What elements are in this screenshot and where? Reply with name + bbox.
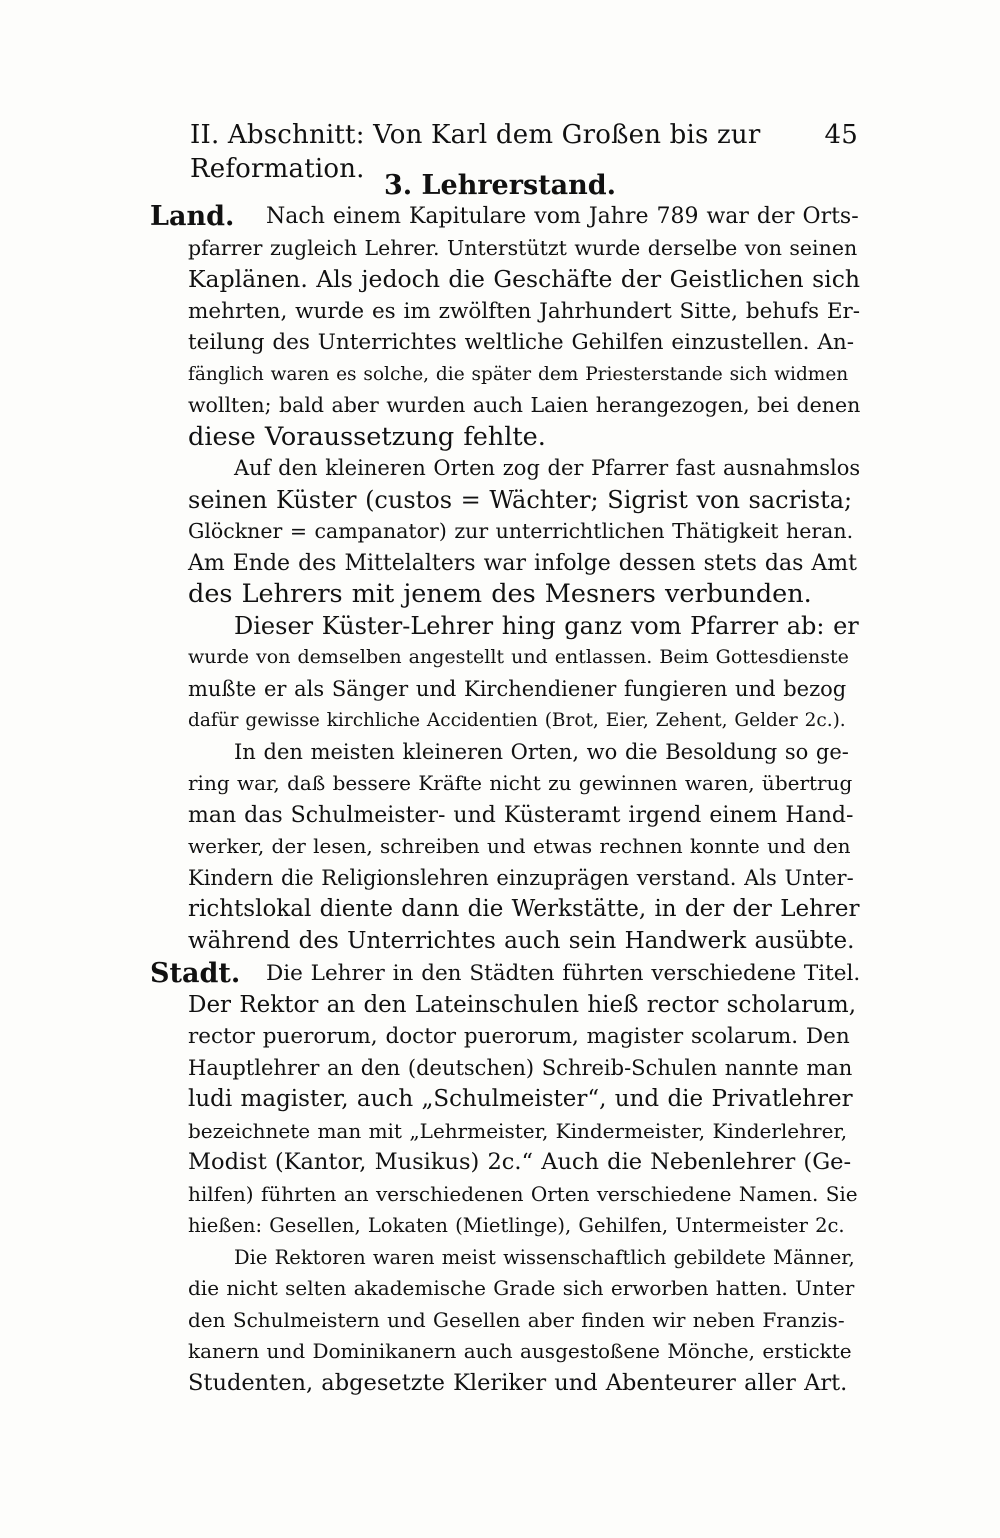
page-number: 45	[824, 120, 858, 150]
text-line: werker, der lesen, schreiben und etwas rechnen konnte und den	[188, 834, 851, 858]
text-line: diese Voraussetzung fehlte.	[188, 421, 546, 452]
stadt-text-block	[188, 958, 860, 1399]
text-line: des Lehrers mit jenem des Mesners verbunden.	[188, 579, 812, 609]
text-line: mußte er als Sänger und Kirchendiener fungieren und bezog	[188, 676, 847, 701]
text-line: Dieser Küster-Lehrer hing ganz vom Pfarrer ab: er	[234, 611, 859, 640]
text-line: ludi magister, auch „Schulmeister“, und die Privatlehrer	[188, 1086, 853, 1112]
text-line: Nach einem Kapitulare vom Jahre 789 war der Orts-	[266, 204, 859, 229]
text-line: rector puerorum, doctor puerorum, magister scolarum. Den	[188, 1024, 850, 1049]
land-text-block	[188, 201, 860, 957]
text-line: Glöckner = campanator) zur unterrichtlichen Thätigkeit heran.	[188, 519, 854, 543]
text-line: wollten; bald aber wurden auch Laien herangezogen, bei denen	[188, 393, 861, 417]
text-line: Die Lehrer in den Städten führten verschiedene Titel.	[266, 961, 861, 986]
stadt-side-label: Stadt.	[150, 958, 241, 989]
text-line: fänglich waren es solche, die später dem Priesterstande sich widmen	[188, 363, 849, 385]
text-line: mehrten, wurde es im zwölften Jahrhundert Sitte, behufs Er-	[188, 298, 861, 324]
text-line: Modist (Kantor, Musikus) 2c.“ Auch die Nebenlehrer (Ge-	[188, 1149, 852, 1175]
text-line: richtslokal diente dann die Werkstätte, in der der Lehrer	[188, 896, 860, 922]
text-line: Der Rektor an den Lateinschulen hieß rector scholarum,	[188, 991, 857, 1018]
text-line: wurde von demselben angestellt und entlassen. Beim Gottesdienste	[188, 646, 849, 668]
text-line: hießen: Gesellen, Lokaten (Mietlinge), Gehilfen, Untermeister 2c.	[188, 1214, 845, 1237]
text-line: pfarrer zugleich Lehrer. Unterstützt wurde derselbe von seinen	[188, 235, 858, 260]
text-line: seinen Küster (custos = Wächter; Sigrist von sacrista;	[188, 485, 853, 514]
text-line: bezeichnete man mit „Lehrmeister, Kindermeister, Kinderlehrer,	[188, 1118, 848, 1143]
text-line: Hauptlehrer an den (deutschen) Schreib-Schulen nannte man	[188, 1055, 853, 1080]
text-line: teilung des Unterrichtes weltliche Gehilfen einzustellen. An-	[188, 330, 854, 355]
text-line: die nicht selten akademische Grade sich erworben hatten. Unter	[188, 1276, 855, 1300]
text-line: Kaplänen. Als jedoch die Geschäfte der Geistlichen sich	[188, 265, 860, 293]
running-head-title: II. Abschnitt: Von Karl dem Großen bis zur Reformation.	[190, 120, 761, 184]
text-line: Studenten, abgesetzte Kleriker und Abenteurer aller Art.	[188, 1369, 848, 1396]
text-line: hilfen) führten an verschiedenen Orten verschiedene Namen. Sie	[188, 1181, 858, 1206]
text-line: Die Rektoren waren meist wissenschaftlich gebildete Männer,	[234, 1245, 855, 1269]
text-line: den Schulmeistern und Gesellen aber finden wir neben Franzis-	[188, 1307, 845, 1332]
text-line: Kindern die Religionslehren einzuprägen verstand. Als Unter-	[188, 865, 854, 890]
text-line: kanern und Dominikanern auch ausgestoßene Mönche, erstickte	[188, 1339, 852, 1363]
text-line: man das Schulmeister- und Küsteramt irgend einem Hand-	[188, 802, 854, 828]
text-line: ring war, daß bessere Kräfte nicht zu gewinnen waren, übertrug	[188, 771, 853, 795]
section-heading: 3. Lehrerstand.	[383, 170, 617, 201]
text-line: dafür gewisse kirchliche Accidentien (Brot, Eier, Zehent, Gelder 2c.).	[188, 710, 846, 731]
text-line: Am Ende des Mittelalters war infolge dessen stets das Amt	[188, 550, 857, 576]
text-line: Auf den kleineren Orten zog der Pfarrer fast ausnahmslos	[234, 456, 861, 480]
text-line: während des Unterrichtes auch sein Handwerk ausübte.	[188, 927, 855, 954]
land-side-label: Land.	[150, 201, 235, 232]
text-line: In den meisten kleineren Orten, wo die Besoldung so ge-	[234, 739, 849, 764]
